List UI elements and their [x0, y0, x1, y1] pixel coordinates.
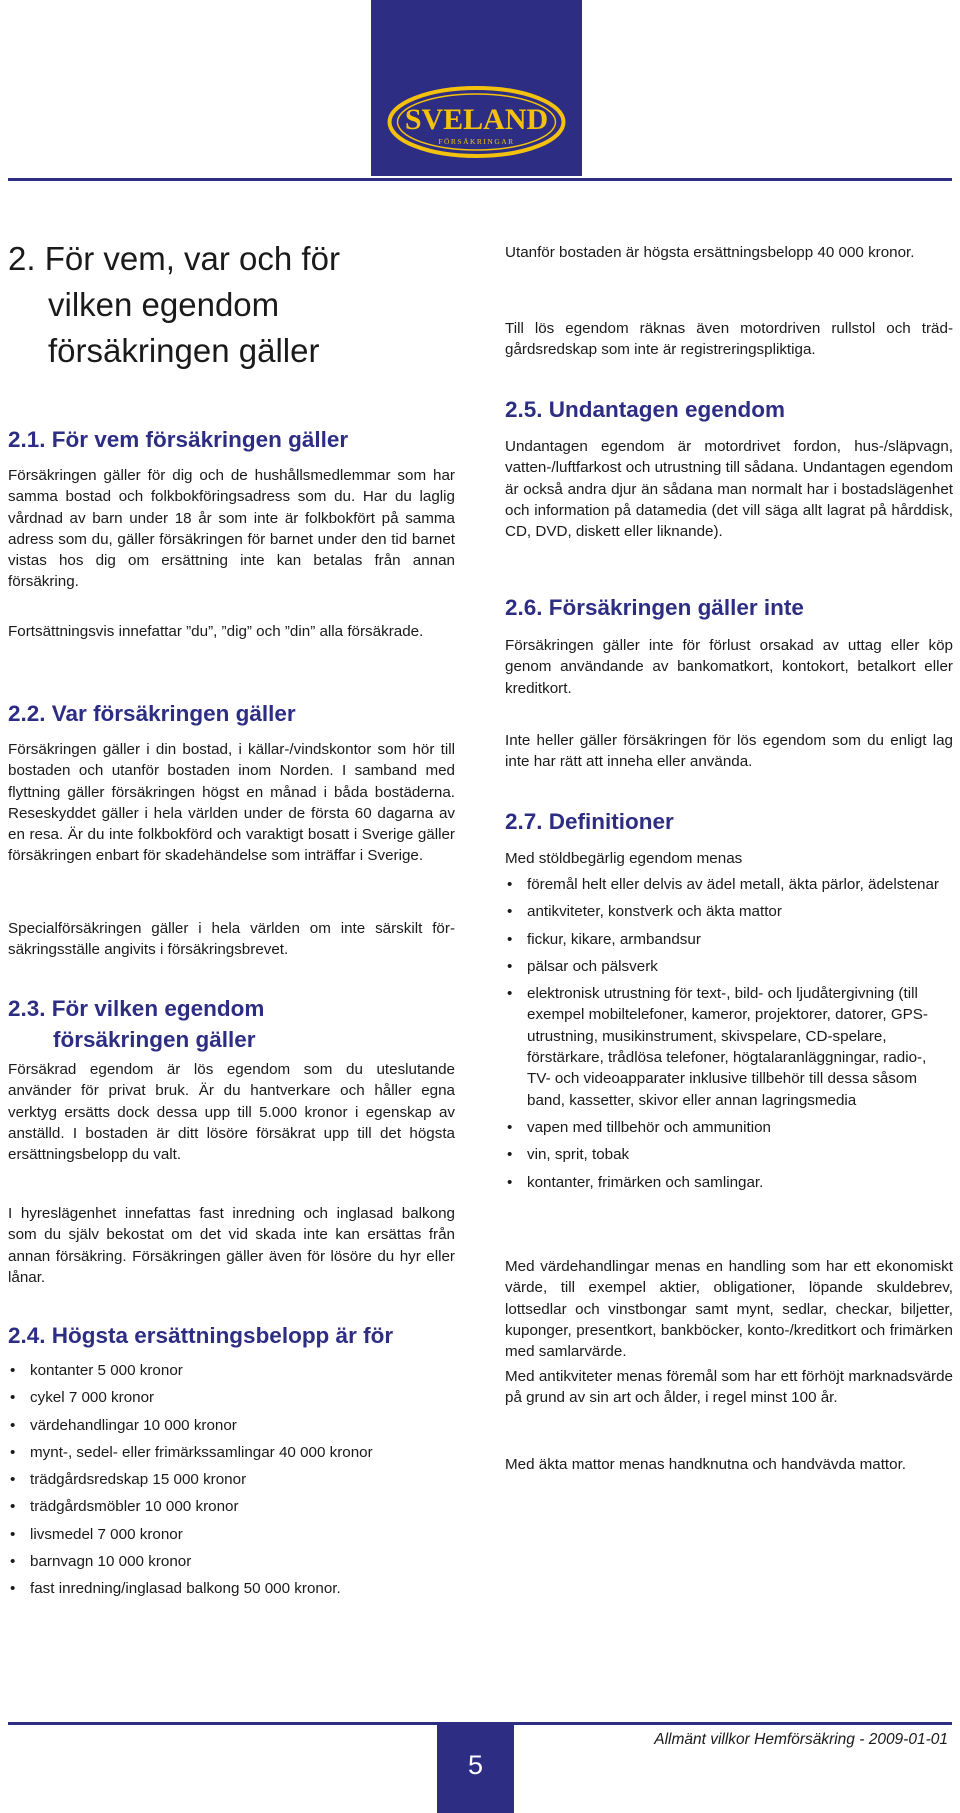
section-2-1-paragraph-2: Fortsättningsvis innefattar ”du”, ”dig” och ”din” alla försäkrade.: [8, 623, 424, 640]
list-item: • föremål helt eller delvis av ädel metall, äkta pärlor, ädelstenar: [507, 876, 939, 893]
chapter-heading-line1: 2. För vem, var och för: [8, 240, 340, 277]
outside-home-paragraph: Utanför bostaden är högsta ersättningsbelopp 40 000 kronor.: [505, 244, 915, 261]
movable-property-paragraph: Till lös egendom räknas även motordriven rullstol och trädgårdsredskap som inte är registreringspliktiga.: [505, 320, 953, 359]
logo-brand: SVELAND: [404, 103, 549, 136]
section-2-2-paragraph-1: Försäkringen gäller i din bostad, i källar-/vindskontor som hör till bostaden och utanför bostaden inom Norden. I samband med flyttning gäller försäkringen högst en månad i båda bostäderna. Reseskyddet gäller i hela världen under de första 60 dagarna av en resa. Är du inte folkbokförd och varaktigt bosatt i Sverige gäller försäkringen enbart för skadehändelse som inträffar i Sverige.: [8, 741, 455, 865]
section-2-6-paragraph-1: Försäkringen gäller inte för förlust orsakad av uttag eller köp genom användande av bankomatkort, kontokort, betalkort eller kreditkort.: [505, 637, 953, 697]
antiques-definition-paragraph: Med antikviteter menas föremål som har ett förhöjt marknadsvärde på grund av sin art och ålder, i regel minst 100 år.: [505, 1368, 953, 1407]
list-item: • pälsar och pälsverk: [507, 957, 658, 975]
list-item: • fickur, kikare, armbandsur: [507, 930, 701, 948]
theft-prone-property-list: [505, 874, 953, 1193]
section-2-5-paragraph-1: Undantagen egendom är motordrivet fordon, hus-/släpvagn, vatten-/luftfarkost och utrustning till sådana. Undantagen egendom är också andra djur än sådana man normalt har i bostadslägenhet och information på datamedia (det vill säga allt lagrat på hårddisk, CD, DVD, diskett eller liknande).: [505, 438, 953, 541]
sveland-logo: [386, 84, 567, 160]
section-2-2-paragraph-2: Specialförsäkringen gäller i hela världen om inte särskilt försäkringsställe angivits i försäkringsbrevet.: [8, 920, 455, 959]
logo-banner: [371, 0, 582, 176]
section-2-1-paragraph-1: Försäkringen gäller för dig och de hushållsmedlemmar som har samma bostad och folkbokföringsadress som du. Har du laglig vårdnad av barn under 18 år som inte är folkbokfört på samma adress som du, gäller försäkringen för barnet under den tid barnet vistas hos dig om ersättning inte kan betalas från annan försäkring.: [8, 467, 455, 591]
list-item: • kontanter, frimärken och samlingar.: [507, 1173, 764, 1191]
page-number: 5: [437, 1724, 514, 1813]
footer-document-title: Allmänt villkor Hemförsäkring - 2009-01-01: [654, 1731, 948, 1748]
list-item: • vin, sprit, tobak: [507, 1146, 630, 1164]
rugs-definition-paragraph: Med äkta mattor menas handknutna och handvävda mattor.: [505, 1456, 907, 1473]
section-2-2-heading: 2.2. Var försäkringen gäller: [8, 701, 296, 726]
list-item: • trädgårdsmöbler 10 000 kronor: [10, 1498, 239, 1516]
list-item: • elektronisk utrustning för text-, bild- och ljudåtergivning (till exempel mobiltelefoner, kameror, projektorer, datorer, GPS-utrustning, musikinstrument, skivspelare, CD-spelare, förstärkare, trådlösa telefoner, högtalaranläggningar, radio-, TV- och videoapparater inklusive tillbehör till dessa såsom band, kassetter, skivor eller annan lagringsmedia: [507, 985, 928, 1109]
section-2-1-heading: 2.1. För vem försäkringen gäller: [8, 427, 349, 452]
section-2-6-heading: 2.6. Försäkringen gäller inte: [505, 595, 804, 620]
list-item: • kontanter 5 000 kronor: [10, 1362, 183, 1379]
list-item: • livsmedel 7 000 kronor: [10, 1525, 183, 1543]
section-2-4-heading: 2.4. Högsta ersättningsbelopp är för: [8, 1323, 394, 1348]
section-2-5-heading: 2.5. Undantagen egendom: [505, 397, 786, 422]
logo-tagline: FÖRSÄKRINGAR: [438, 137, 515, 146]
max-compensation-list: [8, 1360, 455, 1600]
section-2-7-heading: 2.7. Definitioner: [505, 809, 674, 834]
list-item: • vapen med tillbehör och ammunition: [507, 1118, 771, 1136]
list-item: • trädgårdsredskap 15 000 kronor: [10, 1471, 247, 1489]
definitions-intro: Med stöldbegärlig egendom menas: [505, 850, 743, 867]
chapter-heading-line3: försäkringen gäller: [48, 332, 320, 369]
valuables-definition-paragraph: Med värdehandlingar menas en handling som har ett ekonomiskt värde, till exempel aktier, obligationer, löpande skuldebrev, lottsedlar och vinstbongar samt mynt, sedlar, checkar, biljetter, kuponger, presentkort, bankböcker, konto-/kreditkort och frimärken med samlarvärde.: [505, 1258, 953, 1361]
section-2-3-heading-line2: försäkringen gäller: [53, 1027, 256, 1052]
section-2-3-paragraph-2: I hyreslägenhet innefattas fast inredning och inglasad balkong som du själv bekostat om det vid skada inte kan ersättas från annan försäkring. Försäkringen gäller även för lösöre du hyr eller lånar.: [8, 1205, 455, 1286]
section-2-3-heading-line1: 2.3. För vilken egendom: [8, 996, 265, 1021]
header-divider: [8, 178, 952, 181]
list-item: • värdehandlingar 10 000 kronor: [10, 1416, 237, 1434]
list-item: • barnvagn 10 000 kronor: [10, 1553, 192, 1571]
section-2-6-paragraph-2: Inte heller gäller försäkringen för lös egendom som du enligt lag inte har rätt att inneha eller använda.: [505, 732, 953, 771]
section-2-3-heading: [8, 993, 455, 1055]
chapter-heading-line2: vilken egendom: [48, 286, 280, 323]
list-item: • mynt-, sedel- eller frimärkssamlingar 40 000 kronor: [10, 1443, 373, 1461]
list-item: • antikviteter, konstverk och äkta mattor: [507, 903, 782, 921]
list-item: • fast inredning/inglasad balkong 50 000 kronor.: [10, 1580, 341, 1598]
section-2-3-paragraph-1: Försäkrad egendom är lös egendom som du uteslutande använder för privat bruk. Är du hantverkare och håller egna verktyg ersätts dock dessa upp till 5.000 kronor i egenskap av anställd. I bostaden är ditt lösöre försäkrat upp till det högsta ersättningsbelopp du valt.: [8, 1061, 455, 1164]
chapter-heading: [8, 236, 455, 374]
list-item: • cykel 7 000 kronor: [10, 1389, 155, 1407]
